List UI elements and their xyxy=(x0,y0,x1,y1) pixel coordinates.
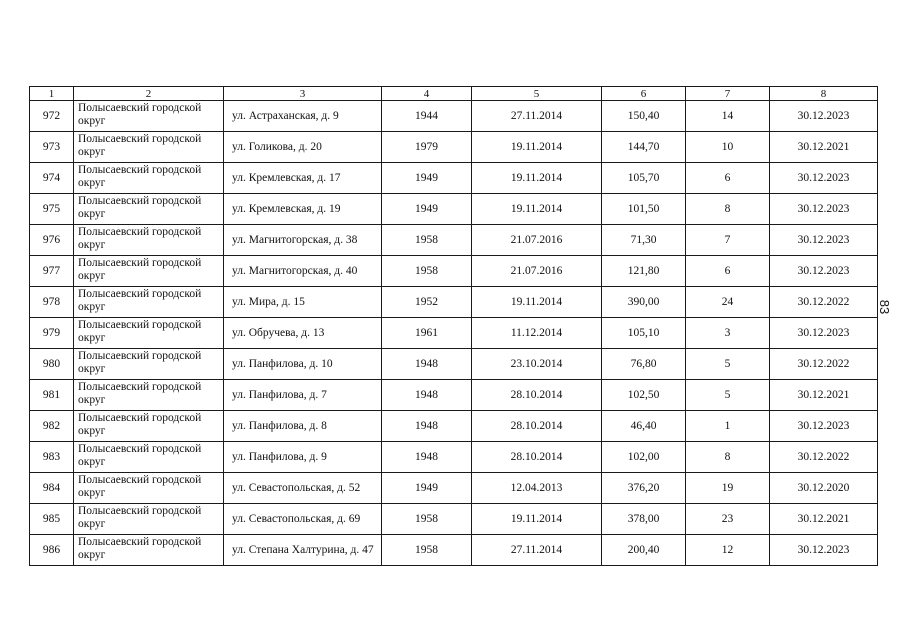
deadline-cell: 30.12.2023 xyxy=(770,194,878,225)
deadline-cell: 30.12.2023 xyxy=(770,256,878,287)
table-row xyxy=(30,442,878,473)
column-number: 4 xyxy=(382,87,472,101)
year-cell: 1961 xyxy=(382,318,472,349)
area-cell: 105,10 xyxy=(602,318,686,349)
deadline-cell: 30.12.2022 xyxy=(770,287,878,318)
table-row xyxy=(30,287,878,318)
date-cell: 21.07.2016 xyxy=(472,225,602,256)
count-cell: 14 xyxy=(686,101,770,132)
municipality-cell: Полысаевский городской округ xyxy=(74,163,224,194)
page-number: 83 xyxy=(877,299,892,315)
deadline-cell: 30.12.2023 xyxy=(770,225,878,256)
address-cell: ул. Панфилова, д. 8 xyxy=(224,411,382,442)
area-cell: 200,40 xyxy=(602,535,686,566)
row-number-cell: 986 xyxy=(30,535,74,566)
deadline-cell: 30.12.2021 xyxy=(770,380,878,411)
year-cell: 1952 xyxy=(382,287,472,318)
table-row xyxy=(30,504,878,535)
count-cell: 5 xyxy=(686,380,770,411)
date-cell: 11.12.2014 xyxy=(472,318,602,349)
address-cell: ул. Степана Халтурина, д. 47 xyxy=(224,535,382,566)
address-cell: ул. Панфилова, д. 10 xyxy=(224,349,382,380)
deadline-cell: 30.12.2023 xyxy=(770,163,878,194)
municipality-cell: Полысаевский городской округ xyxy=(74,442,224,473)
deadline-cell: 30.12.2022 xyxy=(770,442,878,473)
housing-registry-table xyxy=(29,86,878,566)
year-cell: 1948 xyxy=(382,411,472,442)
row-number-cell: 985 xyxy=(30,504,74,535)
municipality-cell: Полысаевский городской округ xyxy=(74,504,224,535)
row-number-cell: 984 xyxy=(30,473,74,504)
address-cell: ул. Кремлевская, д. 17 xyxy=(224,163,382,194)
date-cell: 28.10.2014 xyxy=(472,442,602,473)
row-number-cell: 982 xyxy=(30,411,74,442)
table-row xyxy=(30,349,878,380)
date-cell: 28.10.2014 xyxy=(472,380,602,411)
area-cell: 71,30 xyxy=(602,225,686,256)
column-number: 5 xyxy=(472,87,602,101)
area-cell: 121,80 xyxy=(602,256,686,287)
deadline-cell: 30.12.2021 xyxy=(770,132,878,163)
date-cell: 23.10.2014 xyxy=(472,349,602,380)
year-cell: 1958 xyxy=(382,504,472,535)
year-cell: 1949 xyxy=(382,473,472,504)
municipality-cell: Полысаевский городской округ xyxy=(74,411,224,442)
year-cell: 1949 xyxy=(382,194,472,225)
date-cell: 19.11.2014 xyxy=(472,504,602,535)
row-number-cell: 977 xyxy=(30,256,74,287)
count-cell: 6 xyxy=(686,163,770,194)
table-row xyxy=(30,411,878,442)
count-cell: 10 xyxy=(686,132,770,163)
column-number: 8 xyxy=(770,87,878,101)
area-cell: 76,80 xyxy=(602,349,686,380)
area-cell: 150,40 xyxy=(602,101,686,132)
area-cell: 376,20 xyxy=(602,473,686,504)
municipality-cell: Полысаевский городской округ xyxy=(74,380,224,411)
deadline-cell: 30.12.2023 xyxy=(770,318,878,349)
date-cell: 19.11.2014 xyxy=(472,163,602,194)
count-cell: 24 xyxy=(686,287,770,318)
area-cell: 390,00 xyxy=(602,287,686,318)
address-cell: ул. Мира, д. 15 xyxy=(224,287,382,318)
column-number: 1 xyxy=(30,87,74,101)
column-number: 6 xyxy=(602,87,686,101)
row-number-cell: 973 xyxy=(30,132,74,163)
area-cell: 102,00 xyxy=(602,442,686,473)
municipality-cell: Полысаевский городской округ xyxy=(74,225,224,256)
table-row xyxy=(30,473,878,504)
row-number-cell: 974 xyxy=(30,163,74,194)
year-cell: 1958 xyxy=(382,256,472,287)
deadline-cell: 30.12.2023 xyxy=(770,411,878,442)
count-cell: 19 xyxy=(686,473,770,504)
address-cell: ул. Магнитогорская, д. 40 xyxy=(224,256,382,287)
municipality-cell: Полысаевский городской округ xyxy=(74,535,224,566)
year-cell: 1944 xyxy=(382,101,472,132)
address-cell: ул. Севастопольская, д. 52 xyxy=(224,473,382,504)
area-cell: 102,50 xyxy=(602,380,686,411)
date-cell: 27.11.2014 xyxy=(472,535,602,566)
deadline-cell: 30.12.2023 xyxy=(770,535,878,566)
area-cell: 378,00 xyxy=(602,504,686,535)
area-cell: 105,70 xyxy=(602,163,686,194)
municipality-cell: Полысаевский городской округ xyxy=(74,349,224,380)
year-cell: 1948 xyxy=(382,442,472,473)
column-number: 3 xyxy=(224,87,382,101)
address-cell: ул. Севастопольская, д. 69 xyxy=(224,504,382,535)
date-cell: 19.11.2014 xyxy=(472,132,602,163)
table-row xyxy=(30,535,878,566)
year-cell: 1958 xyxy=(382,535,472,566)
row-number-cell: 975 xyxy=(30,194,74,225)
column-number: 2 xyxy=(74,87,224,101)
count-cell: 3 xyxy=(686,318,770,349)
count-cell: 6 xyxy=(686,256,770,287)
municipality-cell: Полысаевский городской округ xyxy=(74,194,224,225)
row-number-cell: 978 xyxy=(30,287,74,318)
table-body xyxy=(30,87,878,566)
row-number-cell: 972 xyxy=(30,101,74,132)
area-cell: 144,70 xyxy=(602,132,686,163)
year-cell: 1948 xyxy=(382,349,472,380)
deadline-cell: 30.12.2023 xyxy=(770,101,878,132)
count-cell: 8 xyxy=(686,442,770,473)
area-cell: 46,40 xyxy=(602,411,686,442)
deadline-cell: 30.12.2022 xyxy=(770,349,878,380)
row-number-cell: 983 xyxy=(30,442,74,473)
count-cell: 1 xyxy=(686,411,770,442)
table-row xyxy=(30,380,878,411)
table-row xyxy=(30,225,878,256)
row-number-cell: 976 xyxy=(30,225,74,256)
deadline-cell: 30.12.2020 xyxy=(770,473,878,504)
count-cell: 7 xyxy=(686,225,770,256)
year-cell: 1949 xyxy=(382,163,472,194)
address-cell: ул. Кремлевская, д. 19 xyxy=(224,194,382,225)
address-cell: ул. Панфилова, д. 9 xyxy=(224,442,382,473)
count-cell: 8 xyxy=(686,194,770,225)
row-number-cell: 979 xyxy=(30,318,74,349)
area-cell: 101,50 xyxy=(602,194,686,225)
row-number-cell: 980 xyxy=(30,349,74,380)
municipality-cell: Полысаевский городской округ xyxy=(74,287,224,318)
table-row xyxy=(30,101,878,132)
year-cell: 1958 xyxy=(382,225,472,256)
count-cell: 23 xyxy=(686,504,770,535)
address-cell: ул. Магнитогорская, д. 38 xyxy=(224,225,382,256)
deadline-cell: 30.12.2021 xyxy=(770,504,878,535)
table-row xyxy=(30,318,878,349)
column-number-row xyxy=(30,87,878,101)
column-number: 7 xyxy=(686,87,770,101)
table-row xyxy=(30,132,878,163)
date-cell: 28.10.2014 xyxy=(472,411,602,442)
count-cell: 12 xyxy=(686,535,770,566)
row-number-cell: 981 xyxy=(30,380,74,411)
date-cell: 19.11.2014 xyxy=(472,194,602,225)
municipality-cell: Полысаевский городской округ xyxy=(74,101,224,132)
municipality-cell: Полысаевский городской округ xyxy=(74,256,224,287)
municipality-cell: Полысаевский городской округ xyxy=(74,473,224,504)
date-cell: 21.07.2016 xyxy=(472,256,602,287)
count-cell: 5 xyxy=(686,349,770,380)
date-cell: 12.04.2013 xyxy=(472,473,602,504)
table-row xyxy=(30,194,878,225)
address-cell: ул. Голикова, д. 20 xyxy=(224,132,382,163)
address-cell: ул. Астраханская, д. 9 xyxy=(224,101,382,132)
date-cell: 27.11.2014 xyxy=(472,101,602,132)
table-row xyxy=(30,163,878,194)
municipality-cell: Полысаевский городской округ xyxy=(74,318,224,349)
year-cell: 1979 xyxy=(382,132,472,163)
table-row xyxy=(30,256,878,287)
address-cell: ул. Обручева, д. 13 xyxy=(224,318,382,349)
address-cell: ул. Панфилова, д. 7 xyxy=(224,380,382,411)
year-cell: 1948 xyxy=(382,380,472,411)
municipality-cell: Полысаевский городской округ xyxy=(74,132,224,163)
date-cell: 19.11.2014 xyxy=(472,287,602,318)
